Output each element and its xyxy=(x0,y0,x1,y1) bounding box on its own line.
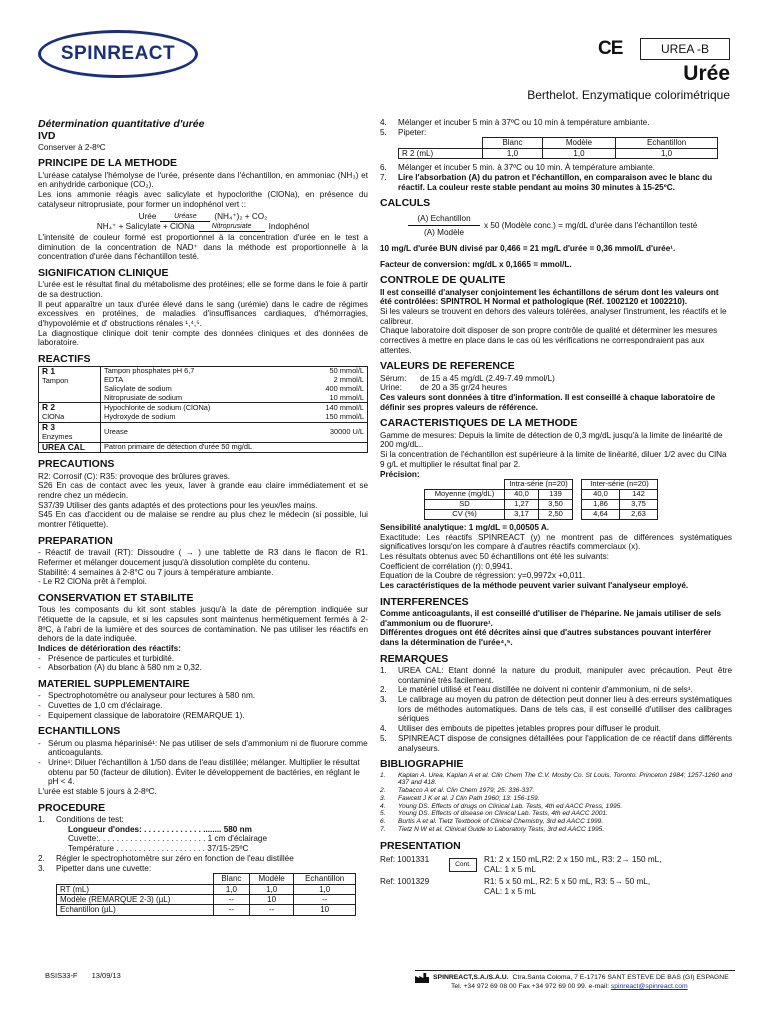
precaution-item: R2: Corrosif (C): R35: provoque des brûlures graves. xyxy=(38,471,231,481)
pip-cell: RT (mL) xyxy=(57,884,214,894)
reactif-code-label: UREA CAL xyxy=(42,441,85,452)
reactif-value: 30000 U/L xyxy=(307,422,367,442)
remarque-item-row xyxy=(380,666,732,685)
preparation-item: - Le R2 ClONa prêt à l'emploi. xyxy=(38,577,147,587)
pip2-header: Echantillon xyxy=(616,138,718,148)
carac-eq: Equation de la Coubre de régression: y=0,9972x +0,011. xyxy=(380,571,586,581)
remarque-item-number: 2. xyxy=(380,685,387,695)
calc-factor: Facteur de conversion: mg/dL x 0,1665 = mmol/L. xyxy=(380,259,572,269)
carac-heading: CARACTERISTIQUES DE LA METHODE xyxy=(380,417,578,430)
footer-code-text: BSIS33-F xyxy=(45,971,78,980)
precision-inter-value: 4,64 xyxy=(582,510,620,520)
pipette-table xyxy=(56,873,356,916)
pip-header: Blanc xyxy=(213,874,249,884)
step-7: Lire l'absorbation (A) du patron et l'échantillon, en comparaison avec le blanc du réactif. La couleur reste stable pendant au moins 30 minutes à 15-25ºC. xyxy=(398,172,713,192)
pip2-row xyxy=(399,148,718,158)
echantillons-heading: ECHANTILLONS xyxy=(38,725,121,738)
reactif-name: Tampon phosphates pH 6,7 xyxy=(101,367,308,376)
pip2-cell: 1,0 xyxy=(483,148,543,158)
biblio-item-row xyxy=(380,795,732,803)
reactif-sub: Tampon xyxy=(42,376,69,386)
materiel-item-row xyxy=(38,701,368,711)
qc-p3: Chaque laboratoire doit disposer de son propre contrôle de qualité et déterminer les mesures correctives à mettre en place dans le cas où les vérifications ne correspondraient pas aux attentes. xyxy=(380,326,718,355)
interf-p1: Comme anticoagulants, il est conseillé d'utiliser de l'héparine. Ne jamais utiliser de sels d'ammonium ou de fluorure¹. xyxy=(380,609,722,628)
reactif-name: Hydroxyde de sodium xyxy=(101,413,308,423)
presentation-line1: R1: 2 x 150 mL,R2: 2 x 150 mL, R3: 2→ 150 mL, xyxy=(484,855,662,865)
biblio-item-row xyxy=(380,810,732,818)
reactif-name: Hypochlorite de sodium (ClONa) xyxy=(101,403,308,413)
echantillon-item: Urine¹: Diluer l'échantillon à 1/50 dans de l'eau distillée; mélanger. Multiplier le résultat obtenu par 50 (facteur de dilution). Éviter le développement de bactéries, en réglant le pH < 4. xyxy=(48,758,360,787)
reaction2-arrow xyxy=(199,223,265,232)
remarques-heading: REMARQUES xyxy=(380,652,449,665)
storage-text: Conserver à 2-8ºC xyxy=(38,142,106,152)
pip-cell: Echantillon (µL) xyxy=(57,905,214,915)
calculs-heading: CALCULS xyxy=(380,197,431,210)
signif-p1: L'urée est le résultat final du métabolisme des protéines; elle se forme dans le foie à partir de sa destruction. xyxy=(38,280,368,299)
step-5: Pipeter: xyxy=(398,127,427,137)
pip2-cell: 1,0 xyxy=(542,148,615,158)
reactif-value: 10 mmol/L xyxy=(307,394,367,403)
reactif-code xyxy=(39,422,101,442)
carac-sens: Sensibilité analytique: 1 mg/dL = 0,00505 A. xyxy=(380,522,550,532)
biblio-item-row xyxy=(380,772,732,788)
biblio-item-row xyxy=(380,818,732,826)
inter-header: Inter-série (n=20) xyxy=(582,480,658,490)
biblio-item: Burtis A et al. Tietz Textbook of Clinical Chemistry, 3rd ed AACC 1999. xyxy=(398,818,604,826)
presentation-line2: CAL: 1 x 5 mL xyxy=(484,864,536,874)
reactif-row xyxy=(39,442,368,453)
ref-urine-value: de 20 a 35 gr/24 heures xyxy=(420,383,507,393)
reactif-value: 2 mmol/L xyxy=(307,376,367,385)
interf-p2: Différentes drogues ont été décrites ainsi que d'autres substances pouvant interférer dans la détermination de l'urée⁴,⁵. xyxy=(380,628,712,648)
precision-inter-value: 3,75 xyxy=(620,500,658,510)
preparation-item: Stabilité: 4 semaines à 2-8°C ou 7 jours à température ambiante. xyxy=(38,567,274,577)
ref-serum xyxy=(380,374,732,384)
deterioration-item-marker: - xyxy=(38,663,41,673)
principe-p2: Les ions ammonie réagis avec salicylate et hypoclorithe (ClONa), en présence du catalyseur nitroprusiate, pour former un indophénol vert :: xyxy=(38,190,368,209)
right-column: 4. Mélanger et incuber 5 min à 37ºC ou 10 min à température ambiante. 5. Pipeter: Blanc Modèle Echantillon R 2 (mL) 1,0 1,0 1,0 6. Mélanger et incuber 5 min. à 37ºC ou 10 min. À température ambiante. 7. Lire l'absorbation (A) du patron et l'échantillon, en comparaison avec le blanc du réactif. La couleur reste stable pendant au moins 30 minutes à 15-25ºC. CALCULS (A) Echantillon (A) Modèle x 50 (Modèle conc.) = mg/dL d'urée dans l'échantillon testé 10 mg/L d'urée BUN divisé par 0,466 = 21 mg/L d'urée = 0,36 mmol/L d'urée¹. Facteur de conversion: mg/dL x 0,1665 = mmol/L. CONTROLE DE QUALITE Il est conseillé d'analyser conjointement les échantillons de sérum dont les valeurs ont été contrôlées: SPINTROL H Normal et pathologique (Réf. 1002120 et 1002210). Si les valeurs se trouvent en dehors des valeurs tolérées, analyser l'instrument, les réactifs et le calibreur. Chaque laboratoire doit disposer de son propre contrôle de qualité et déterminer les mesures correctives à mettre en place dans le cas où les vérifications ne correspondraient pas aux attentes. VALEURS DE REFERENCE Sérum: de 15 a 45 mg/dL (2.49-7.49 mmol/L) Urine: de 20 a 35 gr/24 heures Ces valeurs sont données à titre d'information. Il est conseillé à chaque laboratoire de définir ses propres valeurs de référence. CARACTERISTIQUES DE LA METHODE Gamme de mesures: Depuis la limite de détection de 0,3 mg/dL jusqu'à la limite de linéarité de 200 mg/dL.. Si la concentration de l'échantillon est supérieure à la limite de linéarité, diluer 1/2 avec du ClNa 9 g/L et multiplier le résultat final par 2. Précision: Intra-série (n=20) Moyenne (mg/dL) 40,0 139 SD 1,27 3,50 CV (%) 3,17 2,50 Inter-série (n=20) 40,0 142 1,86 3,75 4,64 2,63 Sensibilité analytique: 1 mg/dL = 0,00505 A. Exactitude: Les réactifs SPINREACT (y) ne montrent pas de différences systématiques significatives lorsqu'on les compare à d'autres réactifs commerciaux (x). Les résultats obtenus avec 50 échantillons ont été les suivants: Coefficient de corrélation (r): 0,9941. Equation de la Coubre de régression: y=0,9972x +0,011. Les caractéristiques de la méthode peuvent varier suivant l'analyseur employé. INTERFERENCES Comme anticoagulants, il est conseillé d'utiliser de l'héparine. Ne jamais utiliser de sels d'ammonium ou de fluorure¹. Différentes drogues ont été décrites ainsi que d'autres substances pouvant interférer dans la détermination de l'urée⁴,⁵. REMARQUES 1. UREA CAL: Etant donné la nature du produit, manipuler avec précaution. Peut être contaminé très facilement. 2. Le matériel utilisé et l'eau distillée ne doivent ni contenir d'ammonium, ni de sels¹. 3. Le calibrage au moyen du patron de détection peut donner lieu à des erreurs systématiques lors de méthodes automatiques. Dans de tels cas, il est conseillé d'utiliser des calibrages sériques 4. Utiliser des embouts de pipettes jetables propres pour diffuser le produit. 5. SPINREACT dispose de consignes détaillées pour l'application de ce réactif dans différents analyseurs. BIBLIOGRAPHIE 1. Kaplan A. Urea. Kaplan A et al. Clin Chem The C.V. Mosby Co. St Louis. Toronto. Princeton 1984; 1257-1260 and 437 and 418. 2. Tabacco A et al. Clin Chem 1979; 25: 336-337. 3. Fawcett J K et al. J Clin Path 1960; 13: 156-159. 4. Young DS. Effects of drugs on Clinical Lab. Tests, 4th ed AACC Press, 1995. 5. Young DS. Effects of disease on Clinical Lab. Tests, 4th ed AACC 2001. 6. Burtis A et al. Tietz Textbook of Clinical Chemistry, 3rd ed AACC 1999. 7. Tietz N W et al. Clinical Guide to Laboratory Tests, 3rd ed AACC 1995. PRESENTATION Ref: 1001331 Cont. R1: 2 x 150 mL,R2: 2 x 150 mL, R3: 2→ 150 mL, CAL: 1 x 5 mL Ref: 1001329 R1: 5 x 50 mL, R2: 5 x 50 mL, R3: 5→ 50 mL, CAL: 1 x 5 mL xyxy=(380,118,732,897)
precision-intra-value: 40,0 xyxy=(505,490,539,500)
presentation-text xyxy=(484,877,732,896)
precaution-item: S26 En cas de contact avec les yeux, laver à grande eau claire immédiatement et se rendre chez un médecin. xyxy=(38,481,368,501)
biblio-item-number: 5. xyxy=(380,810,386,818)
calc-result: x 50 (Modèle conc.) = mg/dL d'urée dans l'échantillon testé xyxy=(484,220,698,230)
step-6: Mélanger et incuber 5 min. à 37ºC ou 10 min. À température ambiante. xyxy=(398,163,655,173)
pip-cell: -- xyxy=(213,895,249,905)
reaction2-right: Indophénol xyxy=(268,222,310,232)
reactif-name: EDTA xyxy=(101,376,308,385)
reactif-name: Patron primaire de détection d'urée 50 mg/dL xyxy=(101,442,308,453)
remarque-item: Le calibrage au moyen du patron de détection peut donner lieu à des erreurs systématiques lors de méthodes automatiques. Dans de tels cas, il est conseillé d'utiliser des calibrages sériques xyxy=(398,695,732,724)
remarque-item-number: 1. xyxy=(380,666,387,676)
ivd-label: IVD xyxy=(38,130,56,143)
precautions-list xyxy=(38,472,368,530)
ref-urine-label: Urine: xyxy=(380,383,402,393)
materiel-heading: MATERIEL SUPPLEMENTAIRE xyxy=(38,677,190,690)
ref-serum-label: Sérum: xyxy=(380,373,407,383)
qc-p2: Si les valeurs se trouvent en dehors des valeurs tolérées, analyser l'instrument, les réactifs et le calibreur. xyxy=(380,307,727,326)
calc-numerator: (A) Echantillon xyxy=(417,213,471,223)
ref-heading: VALEURS DE REFERENCE xyxy=(380,360,515,373)
pip-cell: 1,0 xyxy=(249,884,293,894)
procedure-list: 1. Conditions de test: Longueur d'ondes: . . . . . . . . . . . . . ........ 580 nm Cuvette:. . . . . . . . . . . . . . . . . . . . . . . . 1 cm d'éclairage Température . . . . . . . . . . . . . . . . . . . . 37/15-25ºC 2. Régler le spectrophotomètre sur zéro en fonction de l'eau distillée 3. Pipetter dans une cuvette: xyxy=(38,815,294,873)
presentation-heading: PRESENTATION xyxy=(380,839,461,852)
precision-intra-value: 3,17 xyxy=(505,510,539,520)
preparation-list xyxy=(38,548,368,587)
reactif-value: 400 mmol/L xyxy=(307,385,367,394)
conservation-text: Tous les composants du kit sont stables jusqu'à la date de péremption indiquée sur l'étiquette de la capsule, et si les capsules sont maintenus hermétiquement fermés à 2-8ºC, à l'abri de la lumière et des sources de contamination. Ne pas utiliser les réactifs en dehors de la date indiquée. xyxy=(38,605,368,644)
ref-note: Ces valeurs sont données à titre d'information. Il est conseillé à chaque laboratoire de définir ses propres valeurs de référence. xyxy=(380,393,715,412)
reaction1-arrow xyxy=(160,213,210,222)
calc-denominator: (A) Modèle xyxy=(423,228,465,238)
deterioration-item-row xyxy=(38,654,368,664)
precision-row xyxy=(425,500,573,510)
pip2-cell: 1,0 xyxy=(616,148,718,158)
remarque-item-number: 3. xyxy=(380,695,387,705)
biblio-item-number: 1. xyxy=(380,771,386,779)
reaction1-right: (NH₄⁺)₂ + CO₂ xyxy=(214,212,268,222)
pip-header xyxy=(57,874,214,884)
pip-cell: 10 xyxy=(294,905,356,915)
principe-p1: L'uréase catalyse l'hémolyse de l'urée, présente dans l'échantillon, en ammoniac (NH₃) et en anhydride carbonique (CO₂). xyxy=(38,170,368,190)
precision-row xyxy=(582,490,658,500)
reactif-value: 140 mmol/L xyxy=(307,403,367,413)
remarque-item-row xyxy=(380,724,732,734)
reactif-name: Urease xyxy=(101,422,308,442)
footer-code xyxy=(45,972,121,981)
reactif-code-label: R 2 xyxy=(42,402,56,413)
presentation-line1: R1: 5 x 50 mL, R2: 5 x 50 mL, R3: 5→ 50 mL, xyxy=(484,877,651,887)
presentation-row xyxy=(380,855,732,874)
deterioration-heading: Indices de détérioration des réactifs: xyxy=(38,643,181,653)
remarque-item: Utiliser des embouts de pipettes jetables propres pour diffuser le produit. xyxy=(398,724,661,734)
doc-title: Détermination quantitative d'urée xyxy=(38,118,205,130)
reaction-1 xyxy=(38,212,368,222)
deterioration-item-marker: - xyxy=(38,653,41,663)
echantillon-item: Sérum ou plasma héparinisé¹: Ne pas utiliser de sels d'ammonium ni de fluorure comme anticoagulants. xyxy=(48,738,368,758)
precaution-item: S37/39 Utiliser des gants adaptés et des protections pour les yeux/les mains. xyxy=(38,500,318,510)
proc-cuvette: Cuvette:. . . . . . . . . . . . . . . . . . . . . . . . 1 cm d'éclairage xyxy=(68,834,268,844)
remarque-item-row xyxy=(380,734,732,753)
pip2-header: Blanc xyxy=(483,138,543,148)
echantillons-list xyxy=(38,739,368,787)
biblio-item: Fawcett J K et al. J Clin Path 1960; 13: 156-159. xyxy=(398,794,540,802)
page-title: Urée xyxy=(683,62,730,85)
company-name: SPINREACT,S.A./S.A.U. xyxy=(433,973,509,981)
precision-tables xyxy=(424,479,732,520)
remarque-item: Le matériel utilisé et l'eau distillée ne doivent ni contenir d'ammonium, ni de sels¹. xyxy=(398,685,693,695)
pip-cell: 10 xyxy=(249,895,293,905)
reaction-2 xyxy=(38,222,368,232)
proc-step-1: Conditions de test: xyxy=(56,815,124,825)
remarque-item: UREA CAL: Etant donné la nature du produit, manipuler avec précaution. Peut être contaminé très facilement. xyxy=(398,666,732,685)
ce-mark: CE xyxy=(598,38,623,59)
footer-date: 13/09/13 xyxy=(91,971,121,980)
carac-p2: Si la concentration de l'échantillon est supérieure à la limite de linéarité, diluer 1/2 avec du ClNa 9 g/L et multiplier le résultat final par 2. xyxy=(380,450,727,469)
pip-header: Modèle xyxy=(249,874,293,884)
biblio-item-number: 6. xyxy=(380,818,386,826)
pip-header-row xyxy=(57,874,356,884)
deterioration-item: Présence de particules et turbidité. xyxy=(48,653,175,663)
fraction-bar xyxy=(408,225,480,226)
presentation-ref: Ref: 1001329 xyxy=(380,877,430,887)
reactif-code xyxy=(39,442,101,453)
pip-row xyxy=(57,884,356,894)
pip-header: Echantillon xyxy=(294,874,356,884)
pip-row xyxy=(57,905,356,915)
precision-label: Moyenne (mg/dL) xyxy=(425,490,505,500)
proc-step-3: Pipetter dans une cuvette: xyxy=(56,863,152,873)
biblio-item: Tabacco A et al. Clin Chem 1979; 25: 336-337. xyxy=(398,787,535,795)
biblio-item: Young DS. Effects of drugs on Clinical Lab. Tests, 4th ed AACC Press, 1995. xyxy=(398,802,623,810)
left-column xyxy=(38,118,368,916)
presentation-row xyxy=(380,877,732,896)
signif-p3: La diagnostique clinique doit tenir compte des données cliniques et des données de laboratoire. xyxy=(38,328,368,348)
precision-intra-table xyxy=(424,479,573,520)
remarque-item-row xyxy=(380,695,732,724)
echantillon-item-row xyxy=(38,739,368,758)
signif-p2: Il peut apparaître un taux d'urée élevé dans le sang (urémie) dans le cadre de régimes excessives en protéines, de maladies d'insuffisances cardiaques, d'hémorragies, d'hypovolémie et d' obstructions rénales ¹,⁴,⁵. xyxy=(38,299,368,328)
precision-label: SD xyxy=(425,500,505,510)
biblio-item-row xyxy=(380,803,732,811)
materiel-item: Spectrophotomètre ou analyseur pour lectures à 580 nm. xyxy=(48,691,256,701)
remarque-item-number: 4. xyxy=(380,724,387,734)
biblio-item-number: 7. xyxy=(380,825,386,833)
pip-cell: -- xyxy=(294,895,356,905)
reaction1-enzyme: Uréase xyxy=(174,212,197,220)
reactif-sub: ClONa xyxy=(42,412,65,422)
reactifs-heading: REACTIFS xyxy=(38,352,91,365)
calc-bun: 10 mg/L d'urée BUN divisé par 0,466 = 21 mg/L d'urée = 0,36 mmol/L d'urée¹. xyxy=(380,243,676,253)
materiel-list xyxy=(38,691,368,720)
precision-inter-value: 2,63 xyxy=(620,510,658,520)
reactif-row xyxy=(39,422,368,442)
carac-note: Les caractéristiques de la méthode peuvent varier suivant l'analyseur employé. xyxy=(380,581,689,591)
materiel-item-marker: - xyxy=(38,701,41,711)
reactif-row xyxy=(39,403,368,413)
precision-inter-value: 1,86 xyxy=(582,500,620,510)
remarques-list xyxy=(380,666,732,753)
carac-r: Coefficient de corrélation (r): 0,9941. xyxy=(380,561,513,571)
presentation-ref: Ref: 1001331 xyxy=(380,855,430,865)
factory-icon xyxy=(415,973,429,983)
biblio-item: Young DS. Effects of disease on Clinical Lab. Tests, 4th ed AACC 2001. xyxy=(398,810,608,818)
reactif-value: 50 mmol/L xyxy=(307,367,367,376)
deterioration-item: Absorbation (A) du blanc à 580 nm ≥ 0,32. xyxy=(48,663,202,673)
precision-inter-value: 142 xyxy=(620,490,658,500)
calc-formula xyxy=(408,214,732,238)
reactif-name: Salicylate de sodium xyxy=(101,385,308,394)
principe-p3: L'intensité de couleur formé est proportionnel à la concentration d'urée en le test a diminution de la concentration de NAD⁺ dans la méthode est proportionnelle à la concentration d'urée dans l'échantillon testé. xyxy=(38,232,368,262)
pip2-header: Modèle xyxy=(542,138,615,148)
preparation-item: - Réactif de travail (RT): Dissoudre ( → ) une tablette de R3 dans le flacon de R1. Refermer et mélanger doucement jusqu'à dissolution complète du contenu. xyxy=(38,548,368,567)
biblio-item: Kaplan A. Urea. Kaplan A et al. Clin Chem The C.V. Mosby Co. St Louis. Toronto. Princeton 1984; 1257-1260 and 437 and 418. xyxy=(398,771,732,787)
signif-heading: SIGNIFICATION CLINIQUE xyxy=(38,266,169,279)
pipette-table-2 xyxy=(398,137,718,159)
precision-row xyxy=(425,490,573,500)
presentation-line2: CAL: 1 x 5 mL xyxy=(484,887,536,897)
pip-row xyxy=(57,895,356,905)
carac-p1: Gamme de mesures: Depuis la limite de détection de 0,3 mg/dL jusqu'à la limite de linéarité de 200 mg/dL.. xyxy=(380,430,723,450)
pip-cell: 1,0 xyxy=(213,884,249,894)
pip-cell: -- xyxy=(249,905,293,915)
reaction2-left: NH₄⁺ + Salicylate + ClONa xyxy=(96,222,195,232)
product-code: UREA -B xyxy=(660,41,709,56)
procedure-heading: PROCEDURE xyxy=(38,801,106,814)
reactif-code xyxy=(39,367,101,403)
echantillon-item-row xyxy=(38,758,368,787)
echantillon-item-marker: - xyxy=(38,738,41,748)
biblio-item: Tietz N W et al. Clinical Guide to Laboratory Tests, 3rd ed AACC 1995. xyxy=(398,825,605,833)
biblio-item-row xyxy=(380,787,732,795)
biblio-list xyxy=(380,772,732,834)
precaution-item: S45 En cas d'accident ou de malaise se rendre au plus chez le médecin (si possible, lui montrer l'étiquette). xyxy=(38,510,368,530)
pip2-cell: R 2 (mL) xyxy=(399,148,483,158)
company-contact: Tel. +34 972 69 08 00 Fax +34 972 69 00 99. e-mail: xyxy=(451,983,609,990)
pip2-header xyxy=(399,138,483,148)
reactif-value xyxy=(307,442,367,453)
remarque-item-row xyxy=(380,685,732,695)
remarque-item-number: 5. xyxy=(380,733,387,743)
biblio-heading: BIBLIOGRAPHIE xyxy=(380,758,464,771)
qc-p1: Il est conseillé d'analyser conjointement les échantillons de sérum dont les valeurs ont été contrôlées: SPINTROL H Normal et pathologique (Réf. 1002120 et 1002210). xyxy=(380,287,719,307)
materiel-item-row xyxy=(38,691,368,701)
pip-cell: Modèle (REMARQUE 2-3) (µL) xyxy=(57,895,214,905)
reactifs-table xyxy=(38,366,368,453)
ref-serum-value: de 15 a 45 mg/dL (2.49-7.49 mmol/L) xyxy=(420,373,555,383)
reactif-value: 150 mmol/L xyxy=(307,413,367,423)
conservation-heading: CONSERVATION ET STABILITE xyxy=(38,591,194,604)
reactif-code xyxy=(39,403,101,423)
presentation-cont xyxy=(442,855,484,872)
reactif-code-label: R 3 xyxy=(42,421,56,432)
pip-cell: 1,0 xyxy=(294,884,356,894)
precision-inter-value: 40,0 xyxy=(582,490,620,500)
company-address: Ctra.Santa Coloma, 7 E-17176 SANT ESTEVE DE BAS (GI) ESPAGNE xyxy=(512,973,729,981)
pip2-header-row xyxy=(399,138,718,148)
presentation-cont-box: Cont. xyxy=(449,858,477,872)
precision-row xyxy=(582,500,658,510)
presentation-text xyxy=(484,855,732,874)
proc-temperature: Température . . . . . . . . . . . . . . . . . . . . 37/15-25ºC xyxy=(68,844,249,854)
qc-heading: CONTROLE DE QUALITE xyxy=(380,274,506,287)
remarque-item: SPINREACT dispose de consignes détaillées pour l'application de ce réactif dans différents analyseurs. xyxy=(398,733,732,753)
proc-wavelength: Longueur d'ondes: . . . . . . . . . . . . . ........ 580 nm xyxy=(68,824,252,834)
precision-intra-value: 139 xyxy=(539,490,573,500)
preparation-heading: PREPARATION xyxy=(38,534,113,547)
deterioration-item-row xyxy=(38,663,368,673)
company-email[interactable]: spinreact@spinreact.com xyxy=(610,983,688,990)
biblio-item-number: 2. xyxy=(380,787,386,795)
biblio-item-number: 4. xyxy=(380,802,386,810)
carac-exact: Exactitude: Les réactifs SPINREACT (y) ne montrent pas de différences systématiques significatives lorsqu'on les compare à d'autres réactifs commerciaux (x). xyxy=(380,532,732,552)
reactif-code-label: R 1 xyxy=(42,366,56,377)
reactif-name: Nitroprusiate de sodium xyxy=(101,394,308,403)
reactif-row xyxy=(39,367,368,376)
principe-heading: PRINCIPE DE LA METHODE xyxy=(38,157,178,170)
step-4: Mélanger et incuber 5 min à 37ºC ou 10 min à température ambiante. xyxy=(398,118,650,127)
pip-cell: -- xyxy=(213,905,249,915)
logo-text: SPINREACT xyxy=(60,42,176,64)
arrow-right-icon xyxy=(199,231,265,232)
precision-label: CV (%) xyxy=(425,510,505,520)
echantillon-item-marker: - xyxy=(38,758,41,768)
materiel-item: Cuvettes de 1,0 cm d'éclairage. xyxy=(48,701,163,711)
materiel-item-marker: - xyxy=(38,710,41,720)
precision-row xyxy=(425,510,573,520)
biblio-item-row xyxy=(380,826,732,834)
ref-urine xyxy=(380,383,732,393)
precision-intra-value: 3,50 xyxy=(539,500,573,510)
precision-heading: Précision: xyxy=(380,469,420,479)
biblio-item-number: 3. xyxy=(380,794,386,802)
product-code-box xyxy=(640,38,730,60)
presentation-list xyxy=(380,855,732,897)
precautions-heading: PRECAUTIONS xyxy=(38,458,115,471)
footer-company xyxy=(415,970,735,991)
materiel-item-marker: - xyxy=(38,691,41,701)
reaction2-catalyst: Nitroprusiate xyxy=(211,222,252,230)
intra-header: Intra-série (n=20) xyxy=(505,480,573,490)
logo xyxy=(38,30,198,78)
carac-res: Les résultats obtenus avec 50 échantillons ont été les suivants: xyxy=(380,552,609,561)
precision-intra-value: 2,50 xyxy=(539,510,573,520)
reaction1-left: Urée xyxy=(138,212,157,222)
page-subtitle: Berthelot. Enzymatique colorimétrique xyxy=(527,88,730,102)
reactif-sub: Enzymes xyxy=(42,431,73,441)
materiel-item: Equipement classique de laboratoire (REMARQUE 1). xyxy=(48,710,245,720)
echantillons-stable: L'urée est stable 5 jours à 2-8ºC. xyxy=(38,787,157,797)
precision-intra-value: 1,27 xyxy=(505,500,539,510)
proc-step-2: Régler le spectrophotomètre sur zéro en fonction de l'eau distillée xyxy=(56,853,294,863)
precision-inter-table xyxy=(581,479,658,520)
precision-row xyxy=(582,510,658,520)
interf-heading: INTERFERENCES xyxy=(380,595,469,608)
deterioration-list xyxy=(38,654,368,673)
materiel-item-row xyxy=(38,711,368,721)
